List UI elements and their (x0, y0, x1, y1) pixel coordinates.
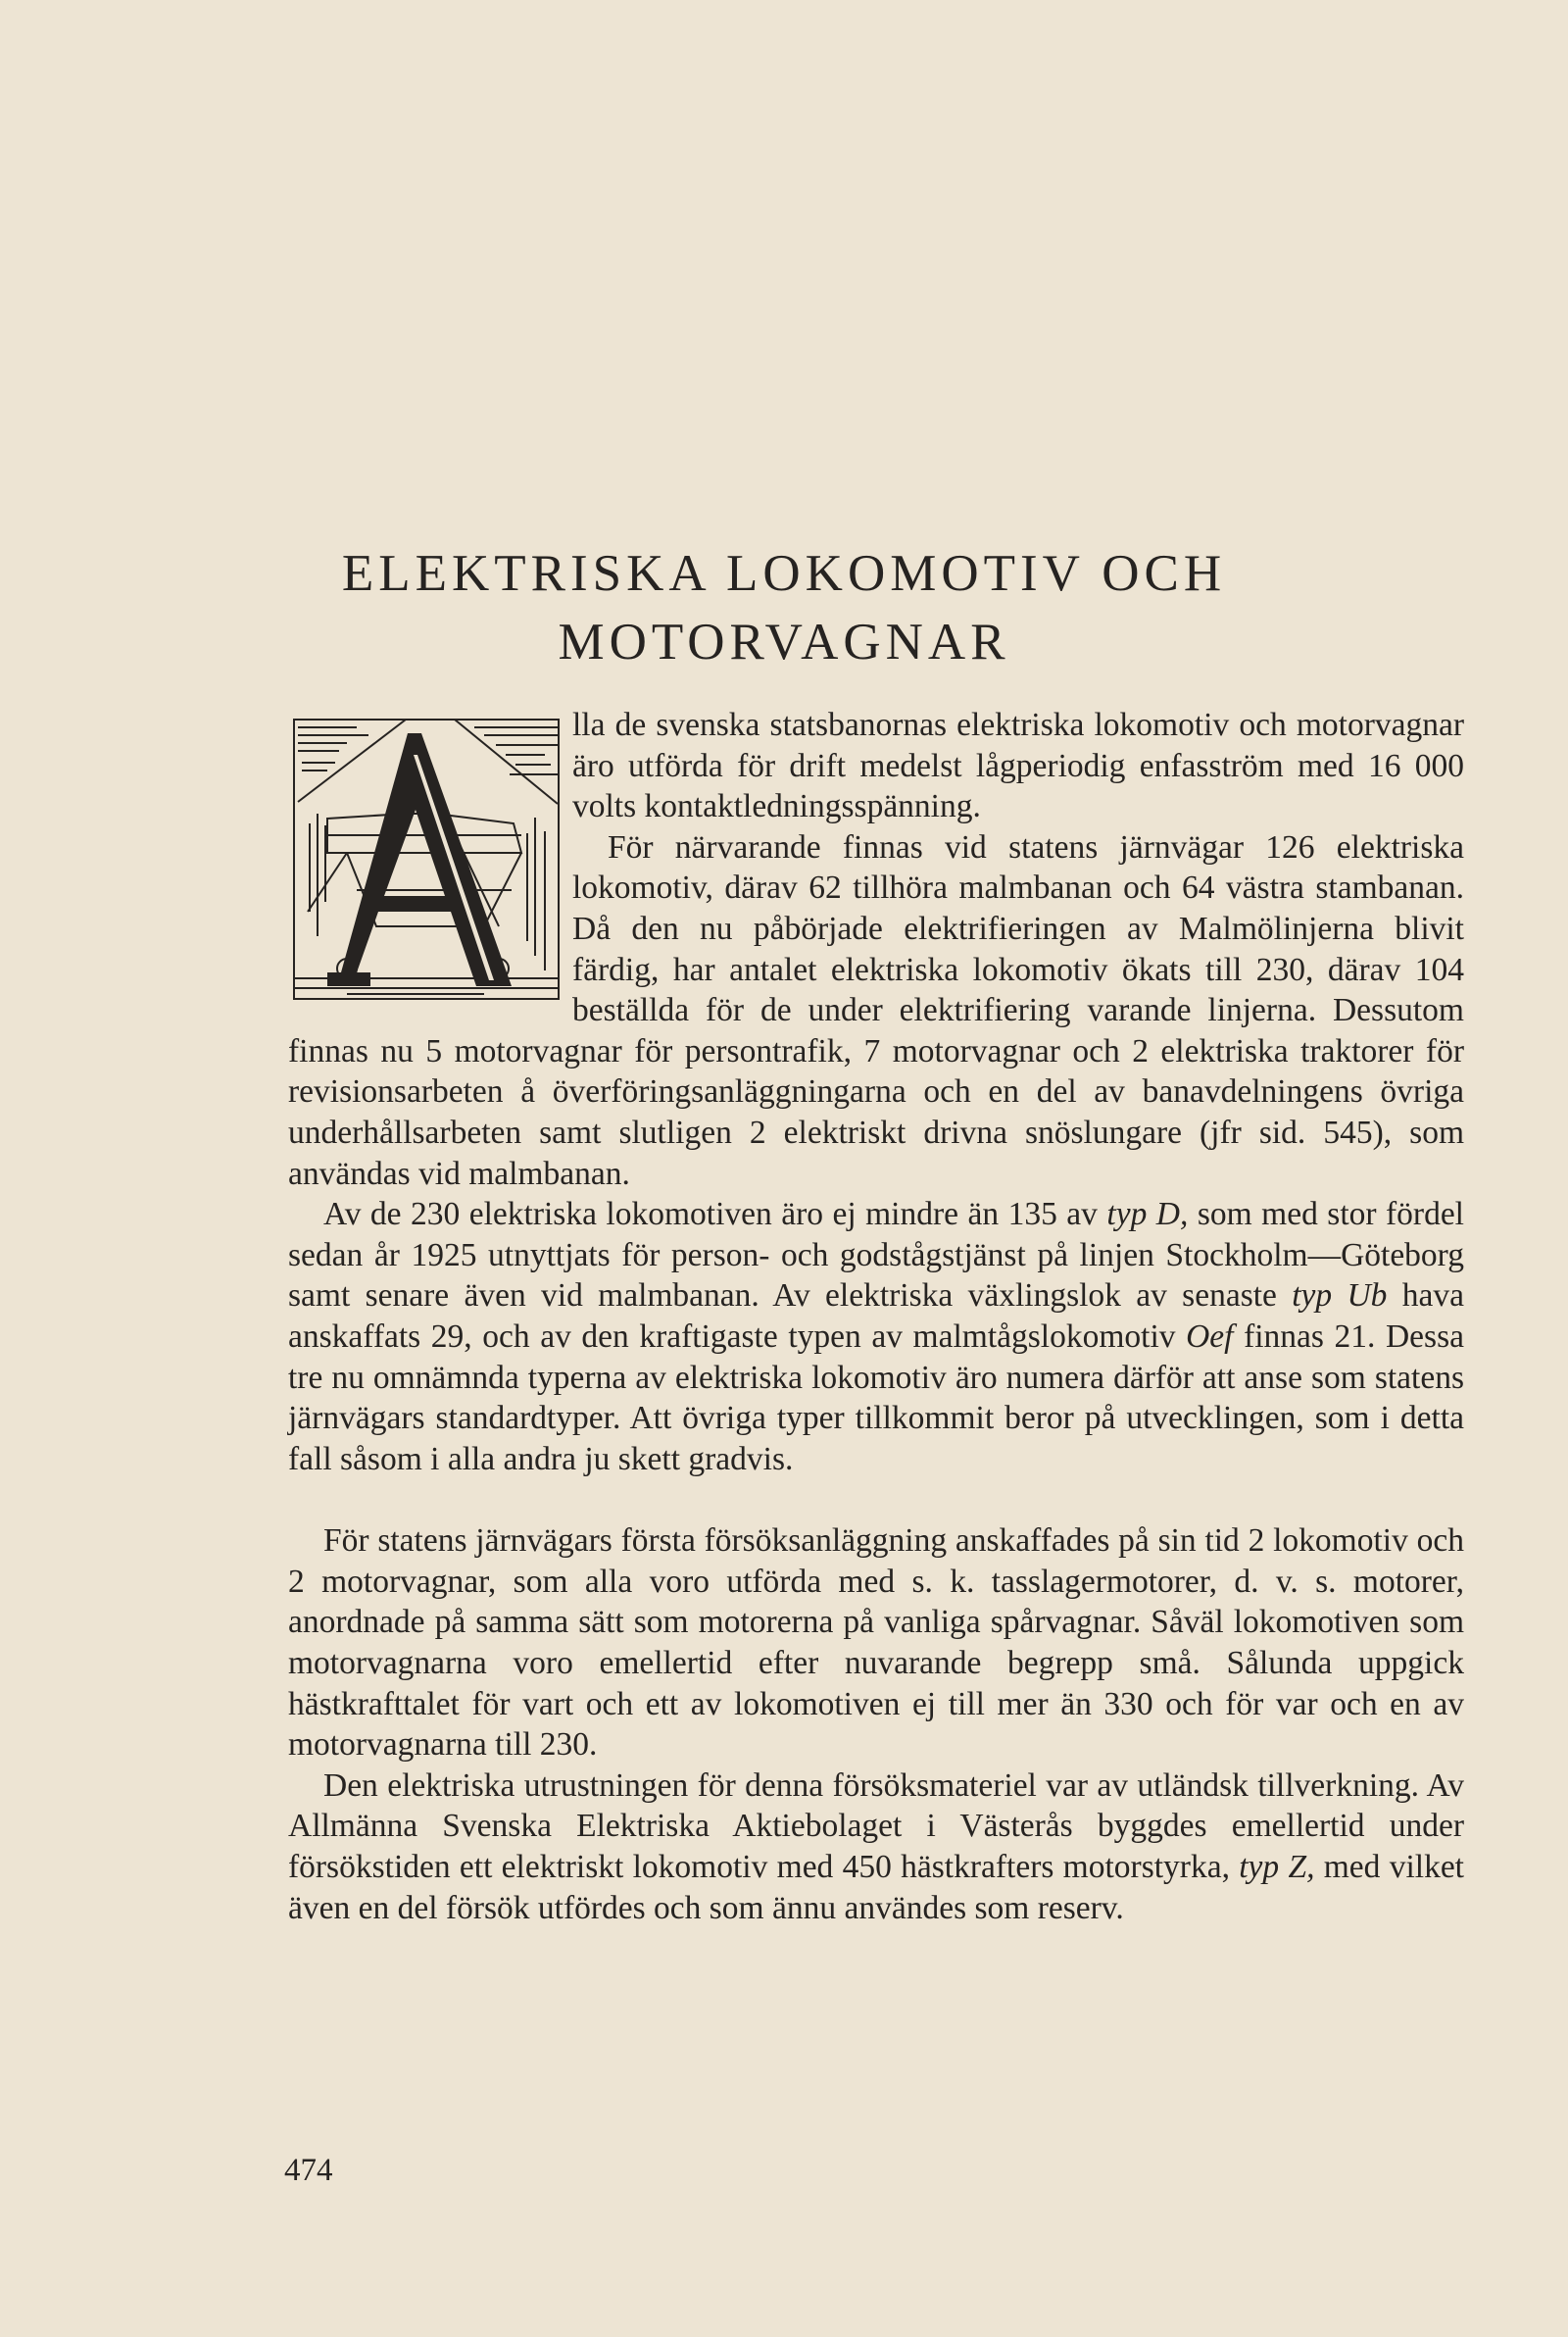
paragraph-5-text-2: med vilket även en del försök utfördes och som ännu användes som reserv. (288, 1849, 1464, 1926)
paragraph-3 (288, 1194, 1464, 1479)
paragraph-3-text-1: Av de 230 elektriska lokomotiven äro ej mindre än 135 av (323, 1196, 1107, 1233)
paragraph-5-text-1: Den elektriska utrustningen för denna försöksmateriel var av utländsk tillverkning. Av Allmänna Svenska Elektriska Aktiebolaget i Västerås byggdes emellertid under försökstiden ett elektriskt lokomotiv med 450 hästkrafters motorstyrka, (288, 1766, 1464, 1886)
article-body (288, 705, 1464, 1928)
drop-cap-initial-icon (288, 716, 563, 1008)
type-oef-ref: Oef (1186, 1318, 1234, 1355)
type-ub-ref: typ Ub (1292, 1277, 1388, 1315)
paragraph-3-text-2: som med stor fördel sedan år 1925 utnyttjats för person- och godstågstjänst på linjen Stockholm—Göteborg samt senare även vid malmbanan. Av elektriska växlingslok av senaste (288, 1196, 1464, 1315)
paragraph-5 (288, 1765, 1464, 1928)
paragraph-1-text: lla de svenska statsbanornas elektriska lokomotiv och motorvagnar äro utförda för drift medelst lågperiodig enfasström med 16 000 volts kontaktledningsspänning. (572, 707, 1464, 825)
paragraph-2: För närvarande finnas vid statens järnvägar 126 elektriska lokomotiv, därav 62 tillhöra malmbanan och 64 västra stambanan. Då den nu påbörjade elektrifieringen av Malmölinjerna blivit färdig, har antalet elektriska lokomotiv ökats till 230, därav 104 beställda för de under elektrifiering varande linjerna. Dessutom finnas nu 5 motorvagnar för persontrafik, 7 motorvagnar och 2 elektriska traktorer för revisionsarbeten å överföringsanläggningarna och en del av banavdelningens övriga underhållsarbeten samt slutligen 2 elektriskt drivna snöslungare (jfr sid. 545), som användas vid malmbanan. (288, 828, 1464, 1192)
page-title-line-2: MOTORVAGNAR (558, 614, 1010, 671)
type-d-ref: typ D, (1106, 1196, 1189, 1233)
page-number: 474 (284, 2153, 333, 2188)
type-z-ref: typ Z, (1239, 1849, 1315, 1886)
page-title (225, 539, 1343, 676)
paragraph-4: För statens järnvägars första försöksanläggning anskaffades på sin tid 2 lokomotiv och 2 motorvagnar, som alla voro utförda med s. k. tasslagermotorer, d. v. s. motorer, anordnade på samma sätt som motorerna på vanliga spårvagnar. Såväl lokomotiven som motorvagnarna voro emellertid efter nuvarande begrepp små. Sålunda uppgick hästkrafttalet för vart och ett av lokomotiven ej till mer än 330 och för var och en av motorvagnarna till 230. (288, 1522, 1464, 1764)
paragraph-3-text-3: hava anskaffats 29, och av den kraftigaste typen av malmtågslokomotiv (288, 1277, 1464, 1355)
paragraph-3-text-4: finnas 21. Dessa tre nu omnämnda typerna av elektriska lokomotiv äro numera därför att anse som statens järnvägars standardtyper. Att övriga typer tillkommit beror på utvecklingen, som i detta fall såsom i alla andra ju skett gradvis. (288, 1318, 1464, 1477)
page-title-line-1: ELEKTRISKA LOKOMOTIV OCH (341, 545, 1227, 602)
